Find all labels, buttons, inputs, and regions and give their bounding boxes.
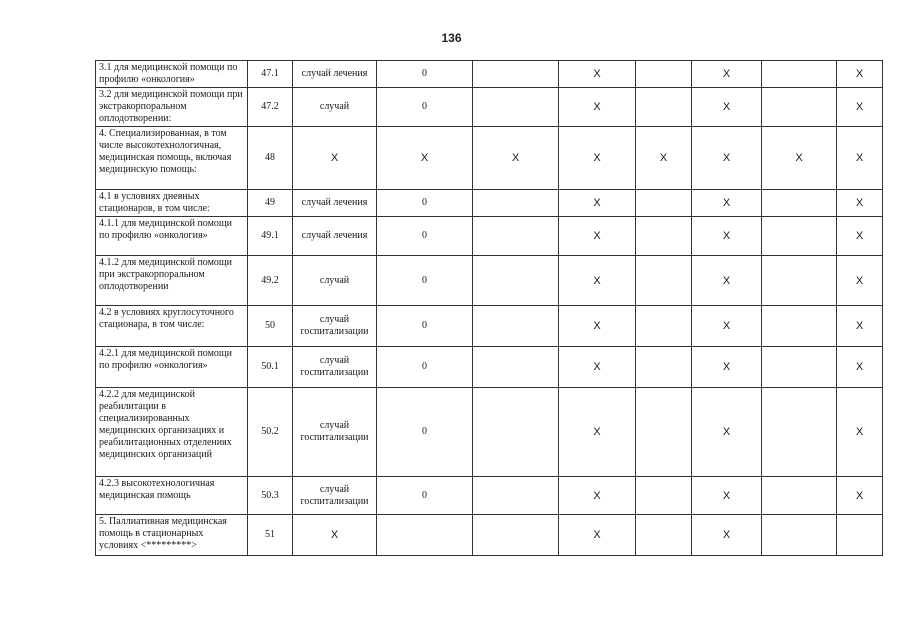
value-cell: X — [559, 127, 636, 190]
table-row — [96, 347, 883, 388]
value-cell: X — [692, 217, 762, 256]
table-row — [96, 190, 883, 217]
value-cell — [473, 217, 559, 256]
row-name-cell: 4.2.1 для медицинской помощи по профилю «онкология» — [96, 347, 248, 388]
row-unit-cell: случай — [293, 256, 377, 306]
value-cell — [762, 256, 837, 306]
row-unit-cell: случай госпитализации — [293, 388, 377, 477]
row-name-cell: 4. Специализированная, в том числе высокотехнологичная, медицинская помощь, включая медицинскую помощь: — [96, 127, 248, 190]
row-code-cell: 49.2 — [248, 256, 293, 306]
table-row — [96, 127, 883, 190]
value-cell — [473, 256, 559, 306]
data-table — [95, 60, 883, 556]
row-code-cell: 49 — [248, 190, 293, 217]
row-unit-cell: случай госпитализации — [293, 306, 377, 347]
value-cell: 0 — [377, 217, 473, 256]
value-cell: X — [559, 256, 636, 306]
row-code-cell: 50.3 — [248, 477, 293, 515]
table-row — [96, 88, 883, 127]
value-cell: 0 — [377, 477, 473, 515]
row-name-cell: 4.1.1 для медицинской помощи по профилю «онкология» — [96, 217, 248, 256]
value-cell: X — [559, 190, 636, 217]
value-cell: X — [837, 61, 883, 88]
value-cell: X — [692, 306, 762, 347]
table-row — [96, 256, 883, 306]
row-unit-cell: случай лечения — [293, 61, 377, 88]
row-name-cell: 4.2.3 высокотехнологичная медицинская помощь — [96, 477, 248, 515]
value-cell: X — [837, 190, 883, 217]
row-code-cell: 50.2 — [248, 388, 293, 477]
value-cell — [473, 61, 559, 88]
table-body — [96, 61, 883, 556]
value-cell — [636, 61, 692, 88]
value-cell — [837, 515, 883, 556]
value-cell: X — [559, 306, 636, 347]
value-cell — [473, 347, 559, 388]
value-cell: X — [559, 61, 636, 88]
value-cell: X — [692, 388, 762, 477]
value-cell — [636, 217, 692, 256]
value-cell: 0 — [377, 190, 473, 217]
table-row — [96, 306, 883, 347]
value-cell: 0 — [377, 256, 473, 306]
value-cell: 0 — [377, 306, 473, 347]
value-cell: X — [762, 127, 837, 190]
row-name-cell: 5. Паллиативная медицинская помощь в стационарных условиях <*********> — [96, 515, 248, 556]
page-number: 136 — [441, 31, 462, 45]
row-name-cell: 3.1 для медицинской помощи по профилю «онкология» — [96, 61, 248, 88]
row-code-cell: 50.1 — [248, 347, 293, 388]
value-cell — [636, 88, 692, 127]
value-cell: X — [559, 217, 636, 256]
row-unit-cell: случай лечения — [293, 190, 377, 217]
value-cell: X — [559, 88, 636, 127]
value-cell: X — [692, 515, 762, 556]
value-cell — [762, 347, 837, 388]
row-name-cell: 4.2.2 для медицинской реабилитации в специализированных медицинских организациях и реабилитационных отделениях медицинских организаций — [96, 388, 248, 477]
value-cell — [636, 190, 692, 217]
value-cell — [473, 88, 559, 127]
value-cell: X — [377, 127, 473, 190]
row-name-cell: 4.2 в условиях круглосуточного стационара, в том числе: — [96, 306, 248, 347]
value-cell — [377, 515, 473, 556]
table-row — [96, 477, 883, 515]
value-cell: X — [692, 127, 762, 190]
value-cell: X — [837, 256, 883, 306]
value-cell — [762, 515, 837, 556]
value-cell: X — [473, 127, 559, 190]
value-cell: X — [559, 347, 636, 388]
table-row — [96, 61, 883, 88]
value-cell: X — [559, 515, 636, 556]
value-cell — [636, 477, 692, 515]
row-code-cell: 48 — [248, 127, 293, 190]
row-unit-cell: X — [293, 127, 377, 190]
row-unit-cell: случай госпитализации — [293, 347, 377, 388]
value-cell: 0 — [377, 88, 473, 127]
value-cell — [762, 306, 837, 347]
row-name-cell: 3.2 для медицинской помощи при экстракорпоральном оплодотворении: — [96, 88, 248, 127]
value-cell — [473, 190, 559, 217]
value-cell — [762, 477, 837, 515]
value-cell: X — [837, 88, 883, 127]
table-row — [96, 217, 883, 256]
value-cell — [636, 347, 692, 388]
row-code-cell: 50 — [248, 306, 293, 347]
table-row — [96, 515, 883, 556]
value-cell — [762, 388, 837, 477]
value-cell: X — [692, 190, 762, 217]
value-cell: X — [837, 388, 883, 477]
row-code-cell: 47.2 — [248, 88, 293, 127]
row-unit-cell: случай лечения — [293, 217, 377, 256]
value-cell: X — [692, 61, 762, 88]
value-cell: X — [692, 88, 762, 127]
value-cell: X — [559, 388, 636, 477]
value-cell: 0 — [377, 388, 473, 477]
value-cell: X — [692, 477, 762, 515]
value-cell — [636, 256, 692, 306]
value-cell — [636, 388, 692, 477]
value-cell — [762, 88, 837, 127]
row-unit-cell: случай — [293, 88, 377, 127]
value-cell — [762, 190, 837, 217]
value-cell — [473, 515, 559, 556]
value-cell — [473, 388, 559, 477]
value-cell: X — [636, 127, 692, 190]
value-cell — [473, 306, 559, 347]
value-cell: X — [837, 347, 883, 388]
row-name-cell: 4.1 в условиях дневных стационаров, в том числе: — [96, 190, 248, 217]
row-unit-cell: X — [293, 515, 377, 556]
value-cell: X — [837, 477, 883, 515]
value-cell — [636, 306, 692, 347]
value-cell — [473, 477, 559, 515]
value-cell — [636, 515, 692, 556]
row-code-cell: 51 — [248, 515, 293, 556]
value-cell: X — [837, 217, 883, 256]
value-cell — [762, 61, 837, 88]
row-unit-cell: случай госпитализации — [293, 477, 377, 515]
value-cell: 0 — [377, 347, 473, 388]
row-code-cell: 49.1 — [248, 217, 293, 256]
value-cell — [762, 217, 837, 256]
row-code-cell: 47.1 — [248, 61, 293, 88]
value-cell: X — [837, 306, 883, 347]
value-cell: 0 — [377, 61, 473, 88]
value-cell: X — [692, 256, 762, 306]
row-name-cell: 4.1.2 для медицинской помощи при экстракорпоральном оплодотворении — [96, 256, 248, 306]
value-cell: X — [559, 477, 636, 515]
table-row — [96, 388, 883, 477]
value-cell: X — [837, 127, 883, 190]
value-cell: X — [692, 347, 762, 388]
